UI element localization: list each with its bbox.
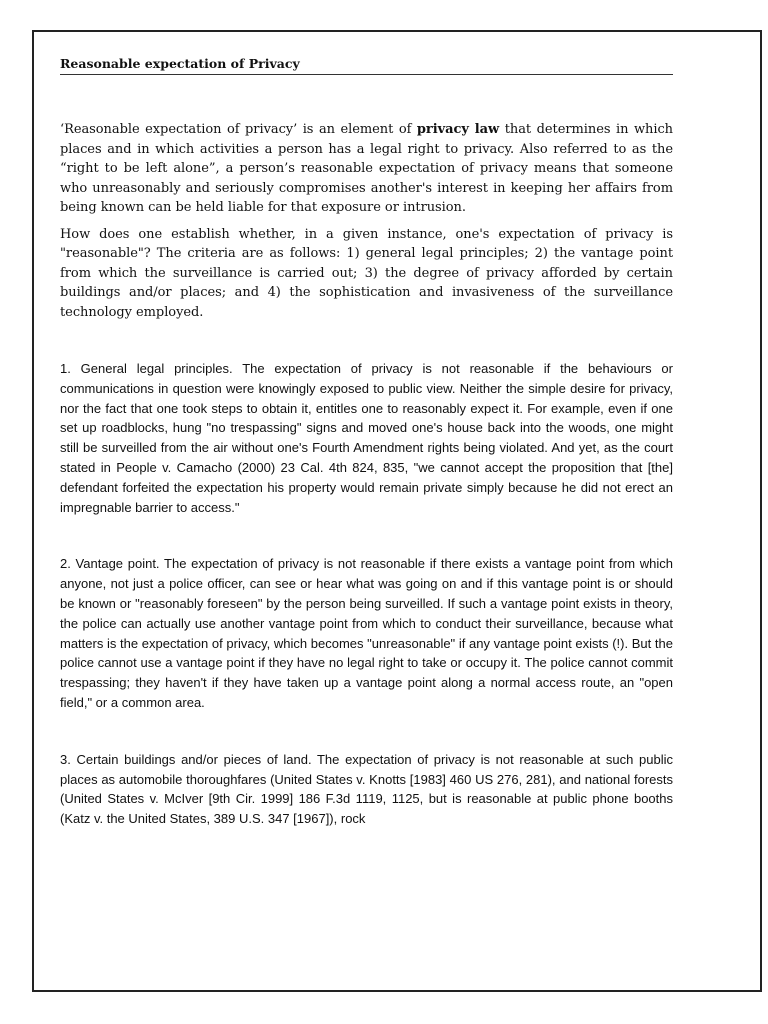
intro-text-end: that determines in which places and in which activities a person has a legal right to privacy. Also referred to as the “right to be left alone”, a person’s reasonable expectation of privacy means that someone who unreasonably and seriously compromises another's interest in keeping her affairs from being known can be held liable for that exposure or intrusion. [60, 122, 673, 215]
section-general-legal-principles: 1. General legal principles. The expectation of privacy is not reasonable if the behaviours or communications in question were knowingly exposed to public view. Neither the simple desire for privacy, nor the fact that one took steps to obtain it, entitles one to reasonably expect it. For example, even if one set up roadblocks, hung "no trespassing" signs and moved one's house back into the woods, one might still be surveilled from the air without one's Fourth Amendment rights being violated. And yet, as the court stated in People v. Camacho (2000) 23 Cal. 4th 824, 835, "we cannot accept the proposition that [the] defendant forfeited the expectation his property would remain private simply because he did not erect an impregnable barrier to access." [60, 361, 673, 515]
section-buildings-and-land: 3. Certain buildings and/or pieces of land. The expectation of privacy is not reasonable at such public places as automobile thoroughfares (United States v. Knotts [1983] 460 US 276, 281), and national forests (United States v. McIver [9th Cir. 1999] 186 F.3d 1119, 1125, but is reasonable at public phone booths (Katz v. the United States, 389 U.S. 347 [1967]), rock [60, 751, 673, 827]
intro-text-start: ‘Reasonable expectation of privacy’ is an element of [60, 122, 417, 137]
privacy-law-term: privacy law [416, 122, 500, 137]
criteria-paragraph: How does one establish whether, in a given instance, one's expectation of privacy is "reasonable"? The criteria are as follows: 1) general legal principles; 2) the vantage point from which the surveillance is carried out; 3) the degree of privacy afforded by certain buildings and/or places; and 4) the sophistication and invasiveness of the surveillance technology employed. [60, 226, 673, 320]
section-vantage-point: 2. Vantage point. The expectation of privacy is not reasonable if there exists a vantage point from which anyone, not just a police officer, can see or hear what was going on and if this vantage point is or should be known or "reasonably foreseen" by the person being surveilled. If such a vantage point exists in theory, the police can actually use another vantage point from which to conduct their surveillance, because what matters is the expectation of privacy, which becomes "unreasonable" if any vantage point exists (!). But the police cannot use a vantage point if they have no legal right to take or occupy it. The police cannot commit trespassing; they haven't if they have taken up a vantage point along a normal access route, an "open field," or a common area. [60, 556, 673, 710]
intro-paragraph [60, 120, 673, 218]
document-title: Reasonable expectation of Privacy [60, 56, 673, 75]
document-body [60, 56, 673, 829]
